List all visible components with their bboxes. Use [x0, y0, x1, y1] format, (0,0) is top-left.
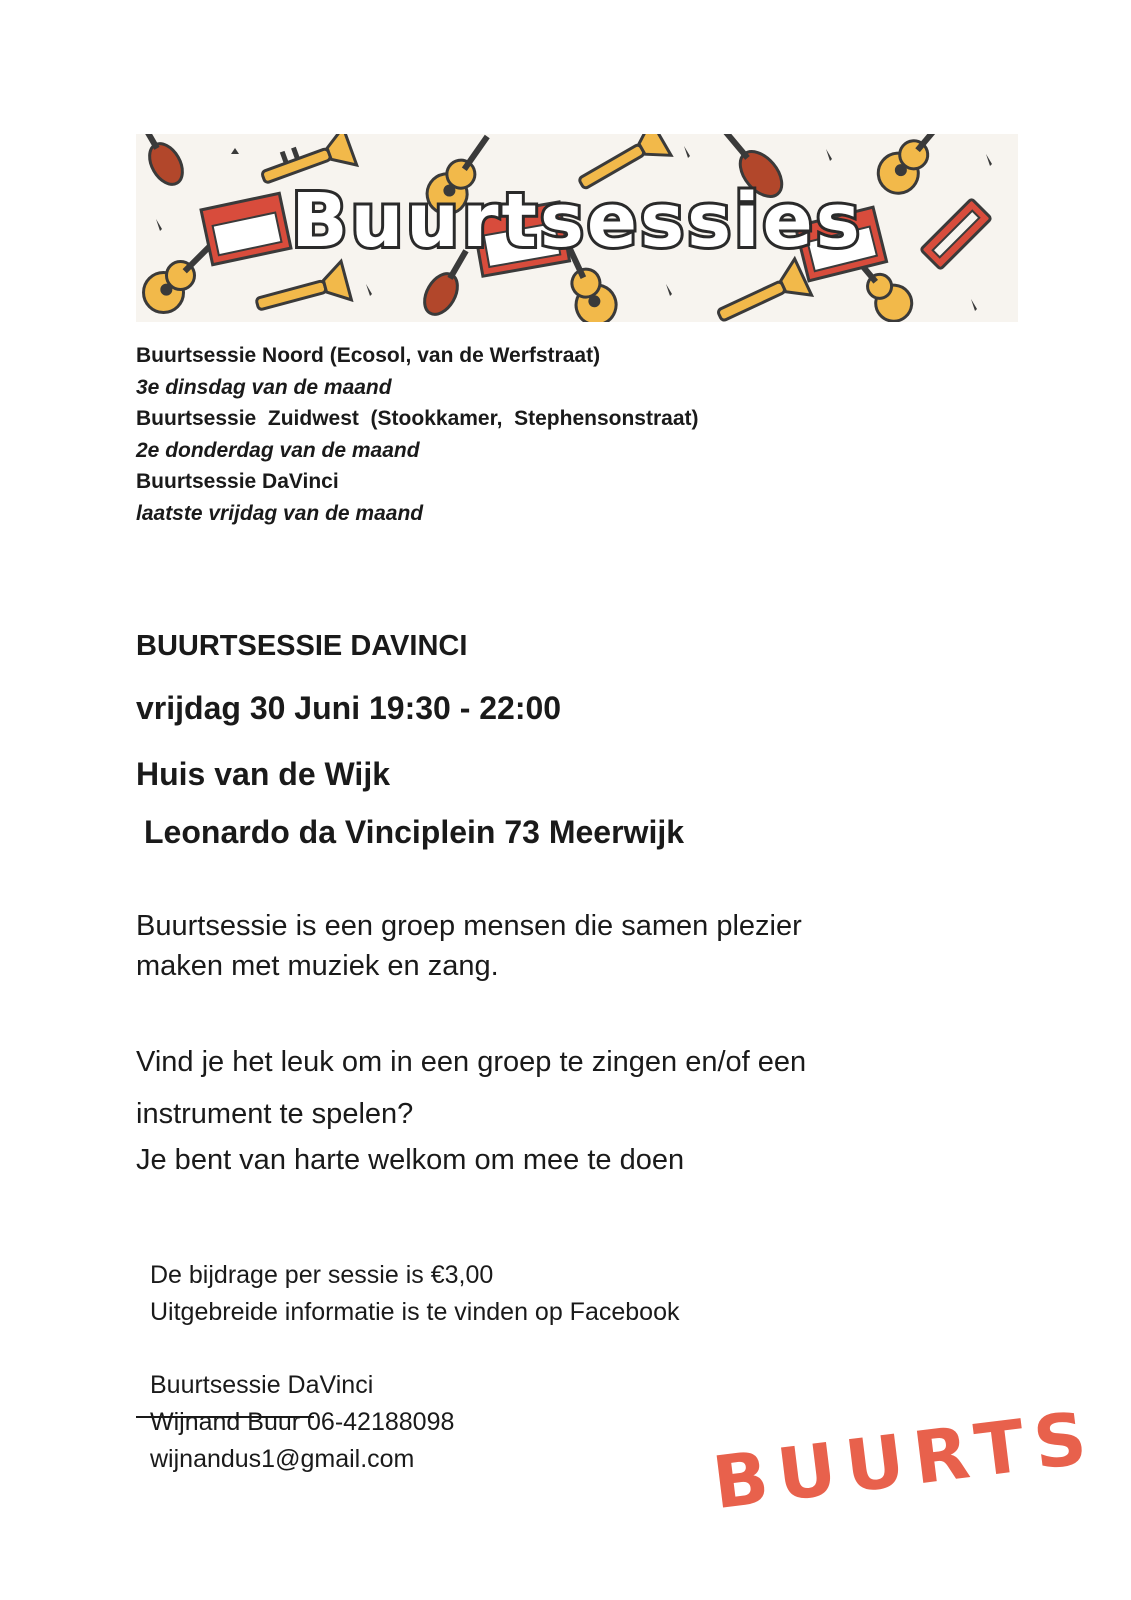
instruments-pattern: [136, 134, 1018, 322]
schedule-location: Buurtsessie Noord (Ecosol, van de Werfstraat): [136, 344, 601, 367]
description-line: maken met muziek en zang.: [136, 950, 499, 982]
description-line: Je bent van harte welkom om mee te doen: [136, 1144, 685, 1176]
description-line: instrument te spelen?: [136, 1098, 414, 1130]
banner-title: Buurtsessies: [291, 178, 863, 264]
event-title: BUURTSESSIE DAVINCI: [136, 630, 468, 662]
organization-name: Buurtsessie DaVinci: [150, 1371, 374, 1399]
event-details: [136, 628, 936, 852]
event-date: vrijdag 30 Juni 19:30 - 22:00: [136, 690, 562, 726]
description-line: Buurtsessie is een groep mensen die samen plezier: [136, 910, 802, 942]
event-address: Leonardo da Vinciplein 73 Meerwijk: [144, 814, 685, 850]
banner: [136, 134, 1018, 322]
event-venue: Huis van de Wijk: [136, 756, 390, 792]
facebook-info-text: Uitgebreide informatie is te vinden op Facebook: [150, 1298, 680, 1326]
schedule-location: Buurtsessie DaVinci: [136, 470, 339, 493]
contact-phone: Wijnand Buur 06-42188098: [150, 1404, 454, 1441]
description: [136, 906, 956, 1180]
schedule-day: 2e donderdag van de maand: [136, 438, 420, 462]
schedule-list: [136, 340, 836, 529]
buurts-logo: BUURTS: [708, 1394, 1101, 1526]
contribution-text: De bijdrage per sessie is €3,00: [150, 1261, 494, 1289]
schedule-day: 3e dinsdag van de maand: [136, 375, 392, 399]
schedule-day: laatste vrijdag van de maand: [136, 501, 424, 525]
description-line: Vind je het leuk om in een groep te zingen en/of een: [136, 1046, 807, 1078]
contact-email: wijnandus1@gmail.com: [150, 1445, 415, 1473]
schedule-location: Buurtsessie Zuidwest (Stookkamer, Stephensonstraat): [136, 407, 699, 430]
